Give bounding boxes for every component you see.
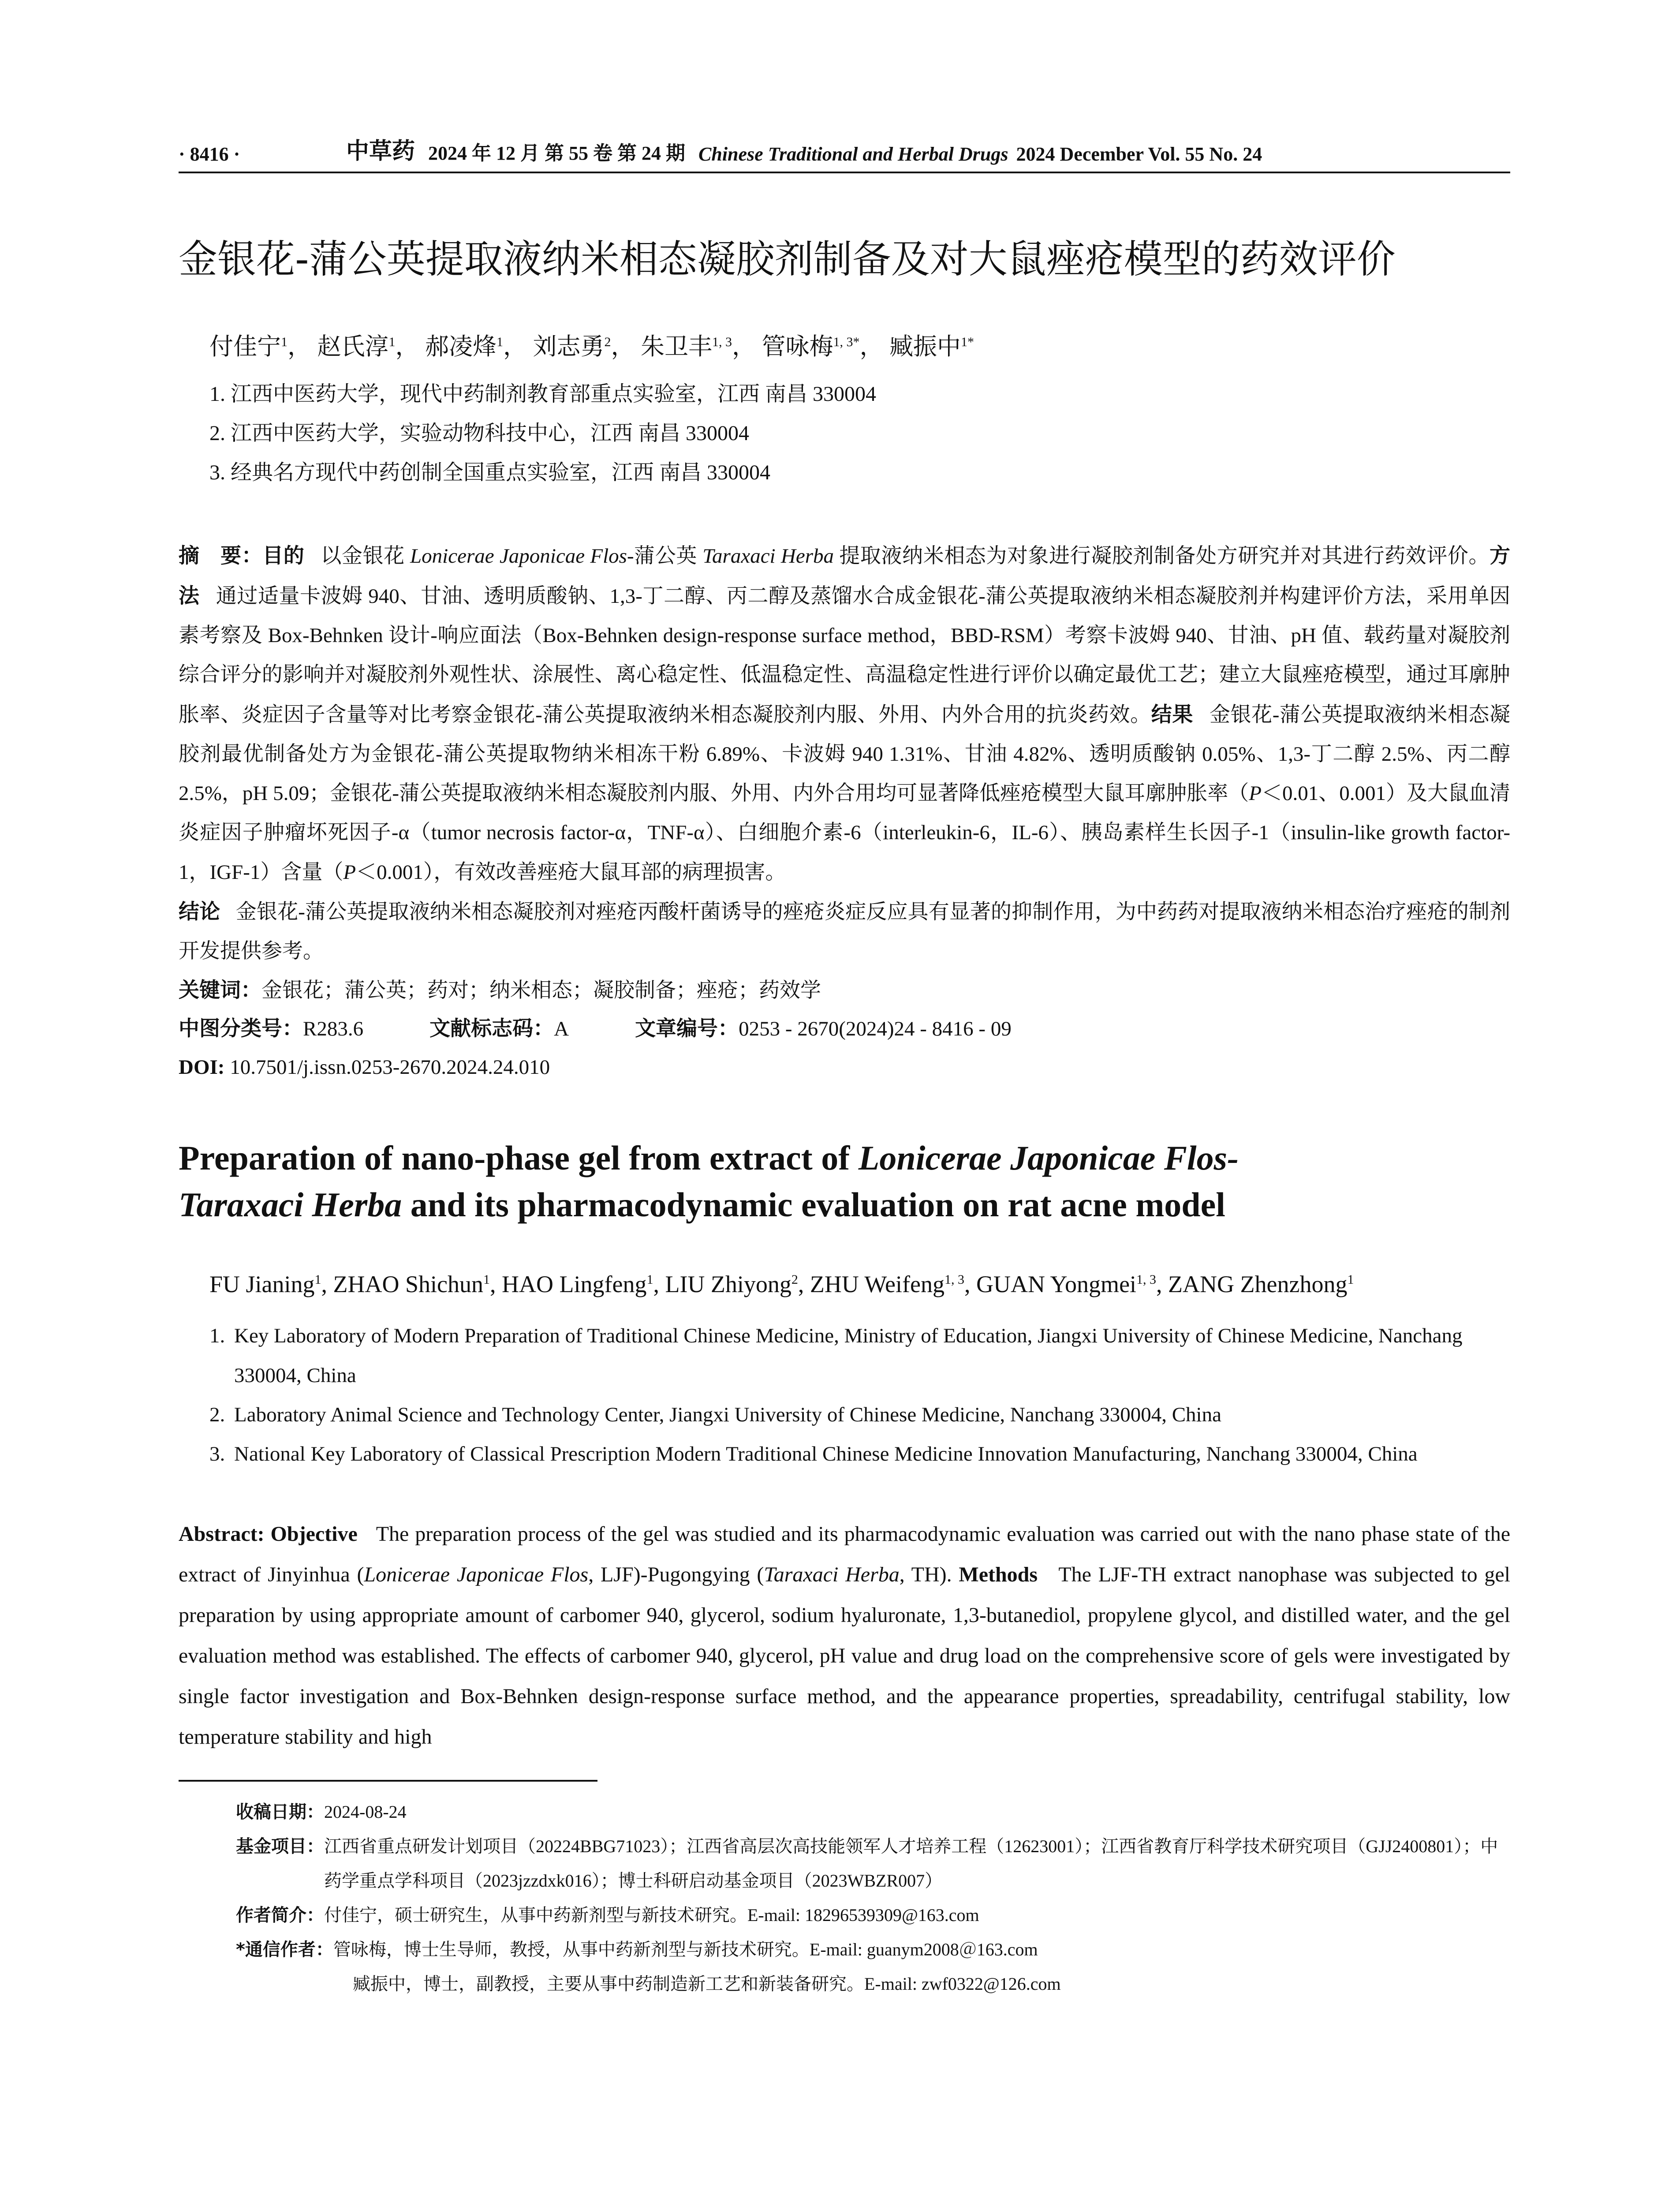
corresponding-author-2: 臧振中，博士，副教授，主要从事中药制造新工艺和新装备研究。E-mail: zwf0322@126.com	[353, 1973, 1061, 1994]
author-cn: 赵氏淳$^1$，	[317, 333, 419, 360]
affiliation-en: 3. National Key Laboratory of Classical Prescription Modern Traditional Chinese Medicine Innovation Manufacturing, Nanchang 330004, China	[209, 1443, 1418, 1466]
abstract-label: 摘 要：	[179, 544, 263, 568]
document-code: 文献标志码：A	[429, 1016, 569, 1041]
author-en: GUAN Yongmei$^{1, 3}$,	[976, 1271, 1169, 1298]
conclusion-label: 结论	[179, 900, 220, 924]
article-number: 文章编号：0253 - 2670(2024)24 - 8416 - 09	[635, 1016, 1012, 1041]
issue-date-en: 2024 December Vol. 55 No. 24	[1016, 143, 1262, 165]
author-cn: 朱卫丰$^{1, 3}$，	[641, 333, 756, 360]
paper-page	[179, 132, 1510, 2001]
corresponding-author: *通信作者： 管咏梅，博士生导师，教授，从事中药新剂型与新技术研究。E-mail: guanym2008＠163.com	[236, 1939, 1038, 1960]
objective-label: 目的	[262, 544, 305, 568]
affiliation-en: 2. Laboratory Animal Science and Technology Center, Jiangxi University of Chinese Medicine, Nanchang 330004, China	[209, 1403, 1221, 1427]
issue-date-cn: 2024 年 12 月 第 55 卷 第 24 期	[428, 142, 686, 164]
affiliation-cn: 2. 江西中医药大学，实验动物科技中心，江西 南昌 330004	[209, 421, 750, 445]
clc-number: 中图分类号：R283.6	[179, 1016, 364, 1041]
author-cn: 刘志勇$^2$，	[533, 333, 635, 360]
journal-name-cn: 中草药	[346, 139, 415, 164]
keywords: 关键词：金银花；蒲公英；药对；纳米相态；凝胶制备；痤疮；药效学	[179, 978, 821, 1002]
title-cn: 金银花-蒲公英提取液纳米相态凝胶剂制备及对大鼠痤疮模型的药效评价	[179, 236, 1396, 282]
fund-info: 基金项目： 江西省重点研发计划项目（20224BBG71023）；江西省高层次高技能领军人才培养工程（12623001）；江西省教育厅科学技术研究项目（GJJ2400801）；中药学重点学科项目（2023jzzdxk016）；博士科研启动基金项目（2023WBZR007）	[236, 1836, 1498, 1891]
journal-name-en: Chinese Traditional and Herbal Drugs	[698, 143, 1008, 165]
author-en: ZANG Zhenzhong$^1$	[1168, 1271, 1354, 1298]
methods-label: 方法	[179, 544, 1511, 608]
abstract-cn: 摘 要：目的 以金银花 Lonicerae Japonicae Flos-蒲公英 Taraxaci Herba 提取液纳米相态为对象进行凝胶剂制备处方研究并对其进行药效评价。方法 通过适量卡波姆 940、甘油、透明质酸钠、1,3-丁二醇、丙二醇及蒸馏水合成金银花-蒲公英提取液纳米相态凝胶剂并构建评价方法，采用单因素考察及 Box-Behnken 设计-响应面法（Box-Behnken design-response surface method，BBD-RSM）考察卡波姆 940、甘油、pH 值、载药量对凝胶剂综合评分的影响并对凝胶剂外观性状、涂展性、离心稳定性、低温稳定性、高温稳定性进行评价以确定最优工艺；建立大鼠痤疮模型，通过耳廓肿胀率、炎症因子含量等对比考察金银花-蒲公英提取液纳米相态凝胶剂内服、外用、内外合用的抗炎药效。结果 金银花-蒲公英提取液纳米相态凝胶剂最优制备处方为金银花-蒲公英提取物纳米相冻干粉 6.89%、卡波姆 940 1.31%、甘油 4.82%、透明质酸钠 0.05%、1,3-丁二醇 2.5%、丙二醇 2.5%，pH 5.09；金银花-蒲公英提取液纳米相态凝胶剂内服、外用、内外合用均可显著降低痤疮模型大鼠耳廓肿胀率（P＜0.01、0.001）及大鼠血清炎症因子肿瘤坏死因子-α（tumor necrosis factor-α，TNF-α）、白细胞介素-6（interleukin-6，IL-6）、胰岛素样生长因子-1（insulin-like growth factor-1，IGF-1）含量（P＜0.001），有效改善痤疮大鼠耳部的病理损害。 结论 金银花-蒲公英提取液纳米相态凝胶剂对痤疮丙酸杆菌诱导的痤疮炎症反应具有显著的抑制作用，为中药药对提取液纳米相态治疗痤疮的制剂开发提供参考。	[179, 544, 1511, 963]
abstract-en: Abstract: Objective The preparation process of the gel was studied and its pharmacodynamic evaluation was carried out with the nano phase state of the extract of Jinyinhua (Lonicerae Japonicae Flos, LJF)-Pugongying (Taraxaci Herba, TH). Methods The LJF-TH extract nanophase was subjected to gel preparation by using appropriate amount of carbomer 940, glycerol, sodium hyaluronate, 1,3-butanediol, propylene glycol, and distilled water, and the gel evaluation method was established. The effects of carbomer 940, glycerol, pH value and drug load on the comprehensive score of gels were investigated by single factor investigation and Box-Behnken design-response surface method, and the appearance properties, spreadability, centrifugal stability, low temperature stability and high	[179, 1522, 1511, 1749]
footnotes	[236, 1795, 1510, 2001]
results-label: 结果	[1151, 702, 1193, 727]
classification-line	[179, 1010, 1510, 1048]
received-date: 收稿日期： 2024-08-24	[236, 1801, 407, 1822]
methods-en-label: Methods	[959, 1562, 1038, 1586]
doi-link[interactable]: 10.7501/j.issn.0253-2670.2024.24.010	[224, 1055, 550, 1079]
author-cn: 臧振中$^{1*}$	[889, 333, 974, 360]
affiliation-cn: 3. 经典名方现代中药创制全国重点实验室，江西 南昌 330004	[209, 460, 771, 484]
affiliations-cn	[209, 375, 1510, 492]
doi-line: DOI: 10.7501/j.issn.0253-2670.2024.24.010	[179, 1055, 550, 1079]
page-number: · 8416 ·	[179, 143, 240, 165]
abstract-en-label: Abstract: Objective	[179, 1522, 358, 1546]
author-en: LIU Zhiyong$^2$,	[665, 1271, 810, 1298]
running-header	[179, 132, 1510, 173]
author-cn: 付佳宁$^1$，	[209, 333, 311, 360]
affiliation-en: 1. Key Laboratory of Modern Preparation of Traditional Chinese Medicine, Ministry of Education, Jiangxi University of Chinese Medicine, Nanchang 330004, China	[209, 1324, 1463, 1387]
author-cn: 郝凌烽$^1$，	[425, 333, 527, 360]
affiliations-en	[179, 1316, 1510, 1474]
author-en: ZHU Weifeng$^{1, 3}$,	[810, 1271, 976, 1298]
affiliation-cn: 1. 江西中医药大学，现代中药制剂教育部重点实验室，江西 南昌 330004	[209, 382, 877, 406]
footnote-divider	[179, 1780, 597, 1782]
author-en: ZHAO Shichun$^1$,	[333, 1271, 502, 1298]
title-en: Preparation of nano-phase gel from extract of Lonicerae Japonicae Flos- Taraxaci Herba and its pharmacodynamic evaluation on rat acne model	[179, 1139, 1239, 1224]
author-en: FU Jianing$^1$,	[209, 1271, 333, 1298]
author-cn: 管咏梅$^{1, 3*}$，	[762, 333, 884, 360]
authors-cn	[209, 328, 1510, 362]
authors-en	[209, 1265, 1510, 1303]
author-en: HAO Lingfeng$^1$,	[502, 1271, 665, 1298]
author-bio: 作者简介： 付佳宁，硕士研究生，从事中药新剂型与新技术研究。E-mail: 18296539309@163.com	[236, 1905, 979, 1925]
